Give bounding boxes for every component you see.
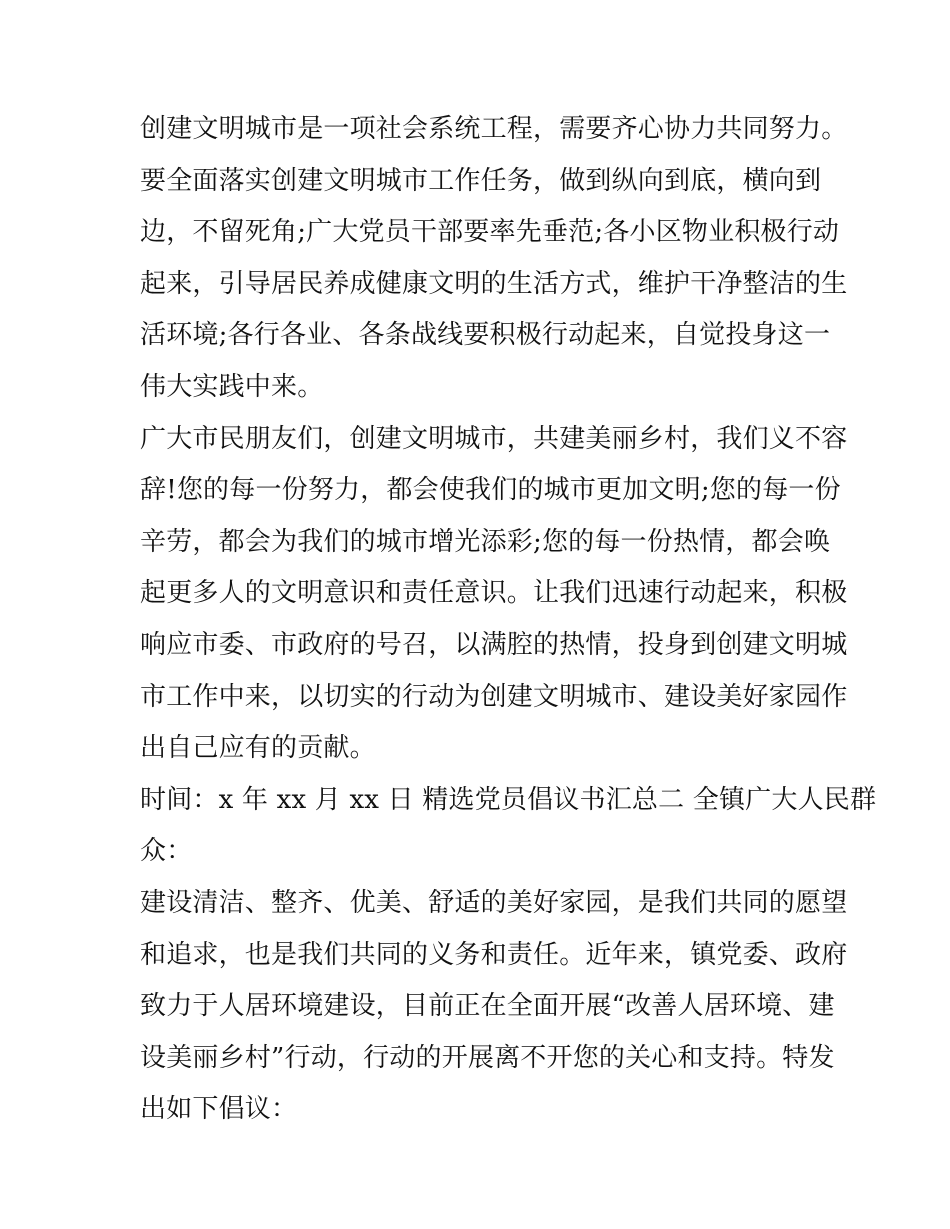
text-line: 时间：x 年 xx 月 xx 日 精选党员倡议书汇总二 全镇广大人民群 [140,784,877,815]
paragraph-citizens [140,414,848,775]
text-line: 创建文明城市是一项社会系统工程，需要齐心协力共同努力。 [140,114,848,144]
text-line: 出自己应有的贡献。 [140,733,376,764]
text-line: 起更多人的文明意识和责任意识。让我们迅速行动起来，积极 [140,578,848,609]
paragraph-civilized-city [140,104,848,414]
text-line: 活环境;各行各业、各条战线要积极行动起来，自觉投身这一 [140,320,831,351]
paragraph-proposal [140,878,848,1136]
text-line: 致力于人居环境建设，目前正在全面开展“改善人居环境、建 [140,991,835,1022]
text-line: 广大市民朋友们，创建文明城市，共建美丽乡村，我们义不容 [140,423,848,454]
text-line: 出如下倡议： [140,1094,298,1125]
text-line: 起来，引导居民养成健康文明的生活方式，维护干净整洁的生 [140,268,848,299]
document-body [140,104,877,1136]
text-line: 要全面落实创建文明城市工作任务，做到纵向到底，横向到 [140,165,822,196]
text-line: 建设清洁、整齐、优美、舒适的美好家园，是我们共同的愿望 [140,887,848,918]
text-line: 市工作中来，以切实的行动为创建文明城市、建设美好家园作 [140,681,848,712]
text-line: 响应市委、市政府的号召，以满腔的热情，投身到创建文明城 [140,629,848,660]
text-line: 和追求，也是我们共同的义务和责任。近年来，镇党委、政府 [140,939,848,970]
text-line: 辛劳，都会为我们的城市增光添彩;您的每一份热情，都会唤 [140,526,831,557]
text-line: 设美丽乡村”行动，行动的开展离不开您的关心和支持。特发 [140,1042,835,1073]
text-line: 辞!您的每一份努力，都会使我们的城市更加文明;您的每一份 [140,475,841,506]
text-line: 众： [140,836,193,867]
paragraph-date-heading [140,775,877,878]
text-line: 伟大实践中来。 [140,371,324,402]
text-line: 边，不留死角;广大党员干部要率先垂范;各小区物业积极行动 [140,217,840,248]
